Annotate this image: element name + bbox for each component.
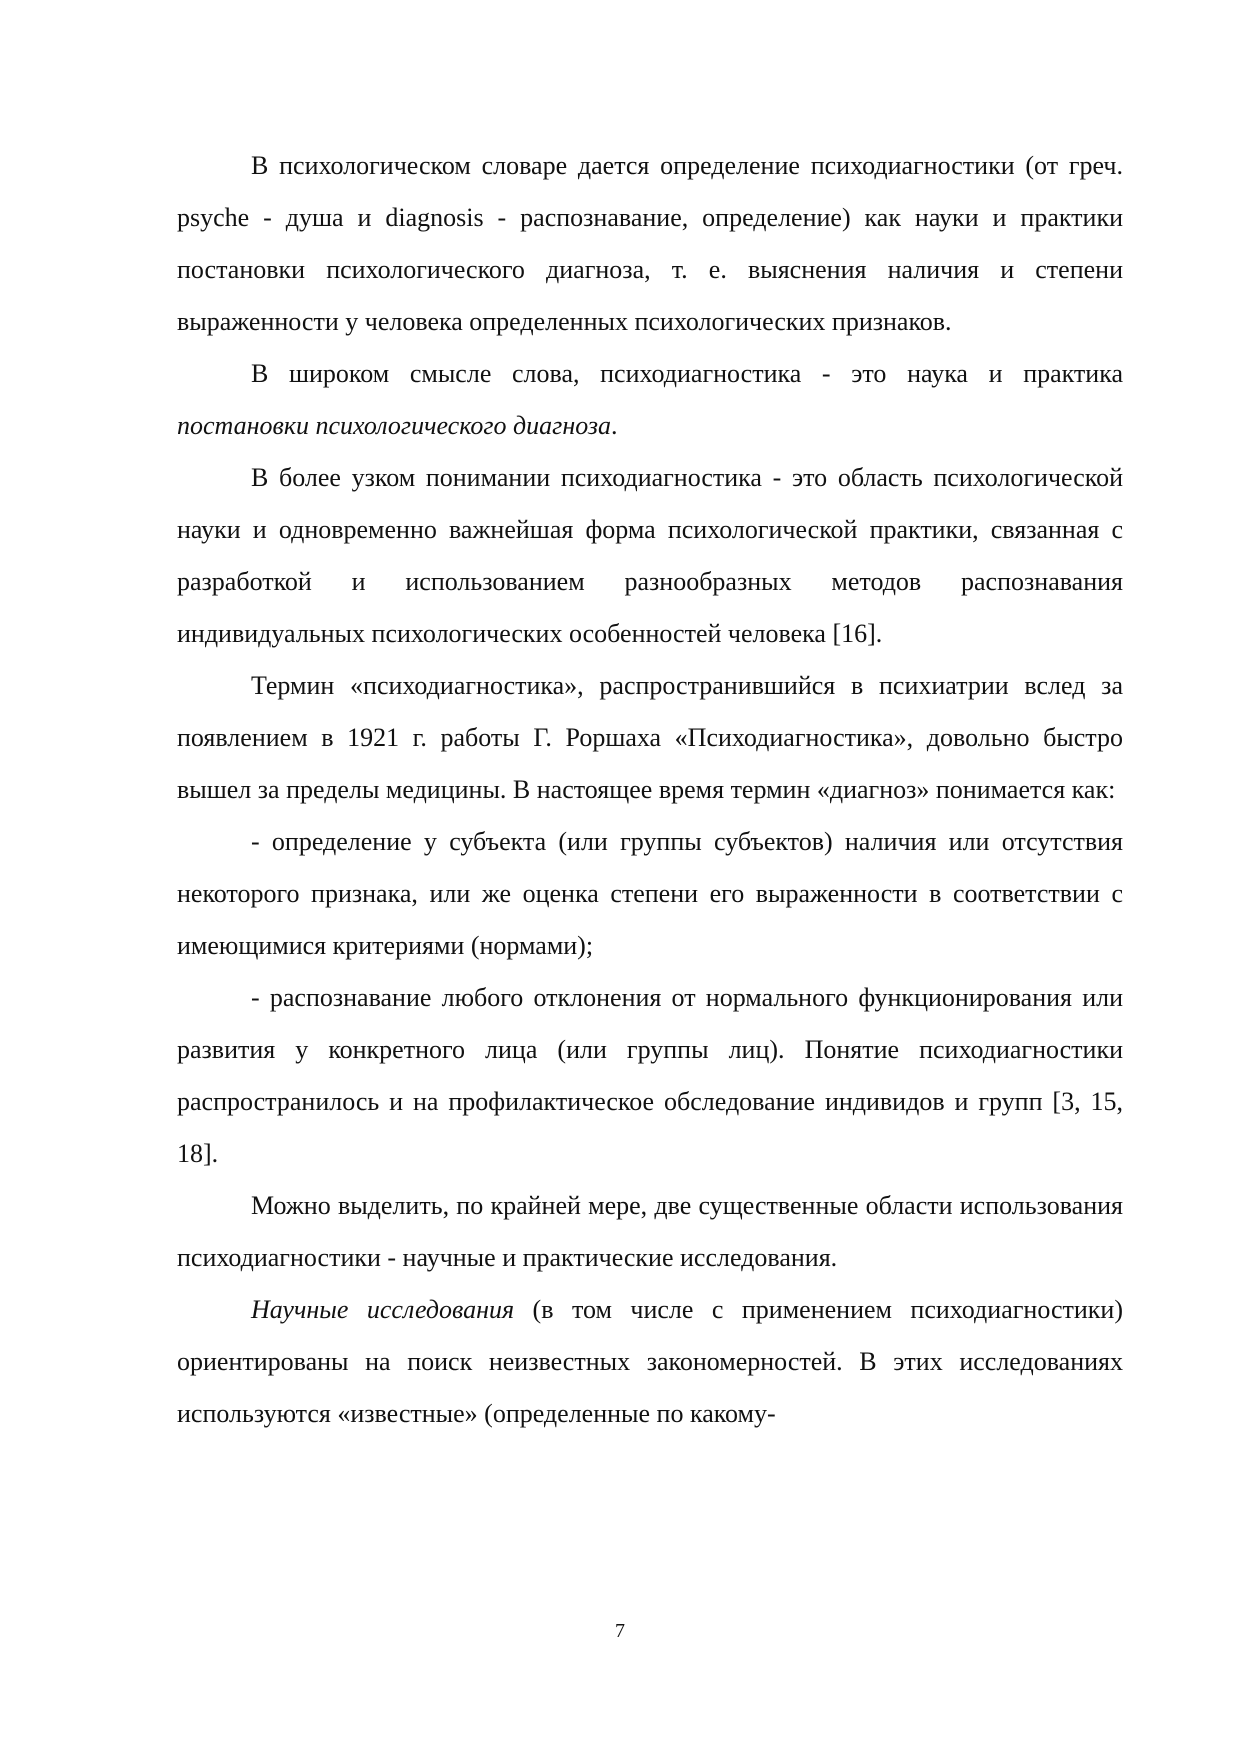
- page-number: 7: [615, 1620, 625, 1642]
- paragraph-definition: В психологическом словаре дается определение психодиагностики (от греч. psyche - душа и diagnosis - распознавание, определение) как науки и практики постановки психологического диагноза, т. е. выяснения наличия и степени выраженности у человека определенных психологических признаков.: [177, 151, 1123, 336]
- italic-term: Научные исследования: [251, 1295, 515, 1324]
- list-item-definition: - определение у субъекта (или группы субъектов) наличия или отсутствия некоторого признака, или же оценка степени его выраженности в соответствии с имеющимися критериями (нормами);: [177, 827, 1123, 960]
- list-item-recognition: - распознавание любого отклонения от нормального функционирования или развития у конкретного лица (или группы лиц). Понятие психодиагностики распространилось и на профилактическое обследование индивидов и групп [3, 15, 18].: [177, 983, 1123, 1168]
- paragraph-text: В широком смысле слова, психодиагностика - это наука и практика: [251, 359, 1123, 388]
- paragraph-scientific-research: [177, 1284, 1123, 1440]
- paragraph-narrow-sense: В более узком понимании психодиагностика - это область психологической науки и одновременно важнейшая форма психологической практики, связанная с разработкой и использованием разнообразных методов распознавания индивидуальных психологических особенностей человека [16].: [177, 463, 1123, 648]
- italic-term: постановки психологического диагноза: [177, 411, 612, 440]
- document-body: [177, 140, 1123, 1440]
- paragraph-text: .: [611, 411, 618, 440]
- paragraph-text: (в том числе с применением психодиагностики) ориентированы на поиск неизвестных закономерностей. В этих исследованиях используются «известные» (определенные по какому-: [177, 1295, 1123, 1428]
- paragraph-broad-sense: [177, 348, 1123, 452]
- paragraph-application-areas: Можно выделить, по крайней мере, две существенные области использования психодиагностики - научные и практические исследования.: [177, 1191, 1123, 1272]
- paragraph-term-history: Термин «психодиагностика», распространившийся в психиатрии вслед за появлением в 1921 г. работы Г. Роршаха «Психодиагностика», довольно быстро вышел за пределы медицины. В настоящее время термин «диагноз» понимается как:: [177, 671, 1123, 804]
